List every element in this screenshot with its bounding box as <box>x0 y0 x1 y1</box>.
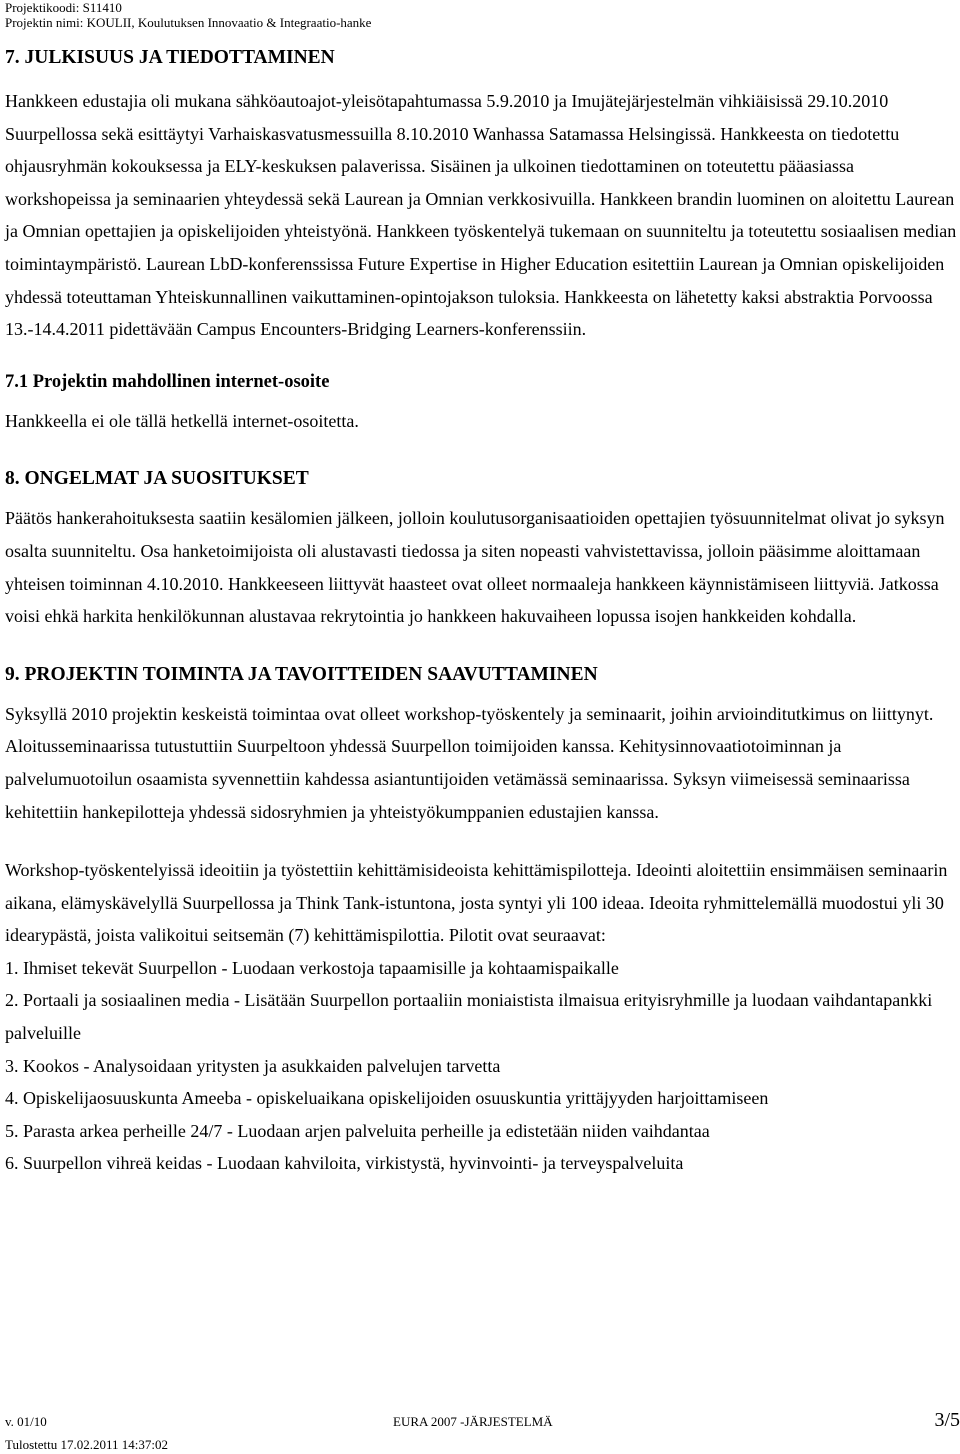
pilot-item-2: 2. Portaali ja sosiaalinen media - Lisätään Suurpellon portaaliin moniaistista ilmaisua erityisryhmille ja luodaan vaihdantapankki palveluille <box>5 990 933 1044</box>
section-7-1-heading: 7.1 Projektin mahdollinen internet-osoite <box>5 371 330 392</box>
project-name: Projektin nimi: KOULII, Koulutuksen Innovaatio & Integraatio-hanke <box>5 15 372 30</box>
page-number: 3/5 <box>934 1409 960 1431</box>
section-9-paragraph-1: Syksyllä 2010 projektin keskeistä toimintaa ovat olleet workshop-työskentely ja seminaarit, joihin arvioinditutkimus on liittynyt. Aloitusseminaarissa tutustuttiin Suurpeltoon yhdessä Suurpellon toimijoiden kanssa. Kehitysinnovaatiotoiminnan ja palvelumuotoilun osaamista syvennettiin kahdessa asiantuntijoiden vetämässä seminaarissa. Syksyn viimeisessä seminaarissa kehitettiin hankepilotteja yhdessä sidosryhmien ja yhteistyökumppanien edustajien kanssa. <box>5 703 934 822</box>
document-body <box>5 38 957 1180</box>
pilot-item-3: 3. Kookos - Analysoidaan yritysten ja asukkaiden palvelujen tarvetta <box>5 1055 501 1076</box>
section-9-paragraph-2: Workshop-työskentelyissä ideoitiin ja työstettiin kehittämisideoista kehittämispilotteja. Ideointi aloitettiin ensimmäisen seminaarin aikana, elämyskävelyllä Suurpellossa ja Think Tank-istuntona, josta syntyi yli 100 ideaa. Ideoita ryhmittelemällä muodostui yli 30 idearypästä, joista valikoitui seitsemän (7) kehittämispilottia. Pilotit ovat seuraavat: <box>5 860 948 946</box>
pilot-item-5: 5. Parasta arkea perheille 24/7 - Luodaan arjen palveluita perheille ja edistetään niiden vaihdantaa <box>5 1120 710 1141</box>
section-9-heading: 9. PROJEKTIN TOIMINTA JA TAVOITTEIDEN SAAVUTTAMINEN <box>5 663 598 685</box>
footer-system: EURA 2007 -JÄRJESTELMÄ <box>393 1414 553 1429</box>
section-8-heading: 8. ONGELMAT JA SUOSITUKSET <box>5 468 309 490</box>
footer-printed: Tulostettu 17.02.2011 14:37:02 <box>5 1437 169 1452</box>
section-7-1-paragraph: Hankkeella ei ole tällä hetkellä internet-osoitetta. <box>5 410 359 431</box>
pilot-item-4: 4. Opiskelijaosuuskunta Ameeba - opiskeluaikana opiskelijoiden osuuskuntia yrittäjyyden harjoittamiseen <box>5 1088 769 1109</box>
section-7-heading: 7. JULKISUUS JA TIEDOTTAMINEN <box>5 47 335 68</box>
pilot-item-1: 1. Ihmiset tekevät Suurpellon - Luodaan verkostoja tapaamisille ja kohtaamispaikalle <box>5 957 619 978</box>
pilot-item-6: 6. Suurpellon vihreä keidas - Luodaan kahviloita, virkistystä, hyvinvointi- ja terveyspalveluita <box>5 1153 684 1174</box>
project-code: Projektikoodi: S11410 <box>5 0 122 15</box>
pilot-list <box>5 952 957 1180</box>
footer-version: v. 01/10 <box>5 1414 47 1429</box>
section-7-paragraph: Hankkeen edustajia oli mukana sähköautoajot-yleisötapahtumassa 5.9.2010 ja Imujätejärjestelmän vihkiäisissä 29.10.2010 Suurpellossa sekä esittäytyi Varhaiskasvatusmessuilla 8.10.2010 Wanhassa Satamassa Helsingissä. Hankkeesta on tiedotettu ohjausryhmän kokouksessa ja ELY-keskuksen palaverissa. Sisäinen ja ulkoinen tiedottaminen on toteutettu pääasiassa workshopeissa ja seminaarien yhteydessä sekä Laurean ja Omnian verkkosivuilla. Hankkeen brandin luominen on aloitettu Laurean ja Omnian opettajien ja opiskelijoiden yhteistyönä. Hankkeen työskentelyä tukemaan on suunniteltu ja toteutettu sosiaalisen median toimintaympäristö. Laurean LbD-konferenssissa Future Expertise in Higher Education esitettiin Laurean ja Omnian opiskelijoiden yhdessä toteuttaman Yhteiskunnallinen vaikuttaminen-opintojakson tuloksia. Hankkeesta on lähetetty kaksi abstraktia Porvoossa 13.-14.4.2011 pidettävään Campus Encounters-Bridging Learners-konferenssiin. <box>5 91 957 340</box>
section-8-paragraph: Päätös hankerahoituksesta saatiin kesälomien jälkeen, jolloin koulutusorganisaatioiden opettajien työsuunnitelmat olivat jo syksyn osalta suunniteltu. Osa hanketoimijoista oli alustavasti tiedossa ja siten nopeasti vahvistettavissa, jolloin pääsimme aloittamaan yhteisen toiminnan 4.10.2010. Hankkeeseen liittyvät haasteet ovat olleet normaaleja hankkeen käynnistämiseen liittyviä. Jatkossa voisi ehkä harkita henkilökunnan alustavaa rekrytointia jo hankkeen hakuvaiheen lopussa isojen hankkeiden kohdalla. <box>5 508 945 627</box>
